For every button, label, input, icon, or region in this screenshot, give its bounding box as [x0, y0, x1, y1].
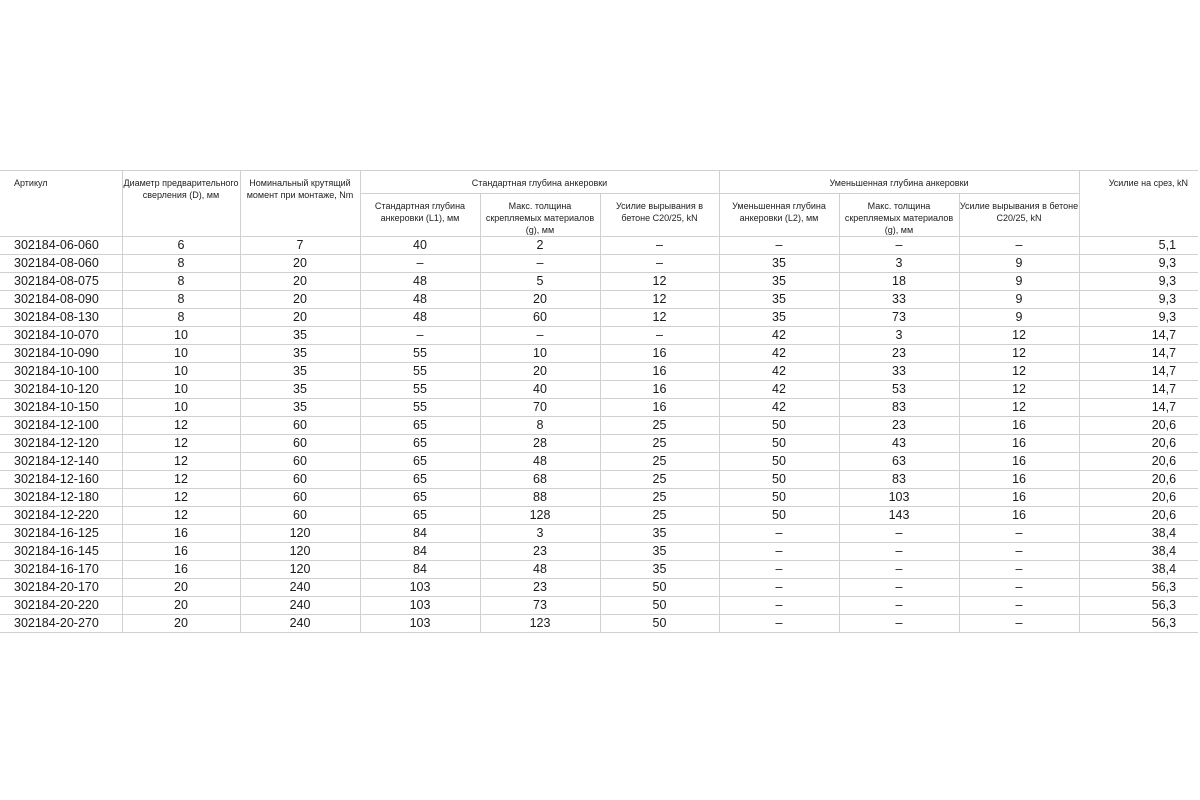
table-row: [0, 435, 1200, 453]
cell-reduced-depth: –: [719, 237, 839, 255]
cell-standard-thickness: 23: [480, 579, 600, 597]
cell-reduced-pullout: 9: [959, 255, 1079, 273]
cell-standard-pullout: 25: [600, 507, 719, 525]
cell-standard-depth: 65: [360, 417, 480, 435]
cell-reduced-pullout: –: [959, 615, 1079, 633]
cell-standard-pullout: –: [600, 327, 719, 345]
cell-standard-depth: 103: [360, 579, 480, 597]
table-row: [0, 525, 1200, 543]
cell-drill-diameter: 10: [122, 399, 240, 417]
cell-standard-pullout: 25: [600, 435, 719, 453]
table-row: [0, 579, 1200, 597]
cell-reduced-pullout: –: [959, 237, 1079, 255]
cell-drill-diameter: 12: [122, 435, 240, 453]
header-shear: Усилие на срез, kN: [1079, 171, 1198, 237]
cell-torque: 20: [240, 273, 360, 291]
cell-reduced-thickness: 63: [839, 453, 959, 471]
cell-article: 302184-10-070: [0, 327, 122, 345]
cell-standard-depth: 84: [360, 543, 480, 561]
cell-shear: 14,7: [1079, 327, 1198, 345]
cell-torque: 20: [240, 309, 360, 327]
cell-torque: 120: [240, 561, 360, 579]
table-row: [0, 273, 1200, 291]
cell-reduced-depth: 50: [719, 435, 839, 453]
cell-standard-pullout: 12: [600, 309, 719, 327]
cell-standard-pullout: 35: [600, 525, 719, 543]
cell-shear: 56,3: [1079, 597, 1198, 615]
cell-standard-depth: 55: [360, 345, 480, 363]
cell-reduced-depth: 50: [719, 417, 839, 435]
cell-reduced-thickness: 103: [839, 489, 959, 507]
cell-article: 302184-08-060: [0, 255, 122, 273]
cell-reduced-pullout: –: [959, 561, 1079, 579]
cell-reduced-thickness: 23: [839, 417, 959, 435]
cell-reduced-depth: –: [719, 579, 839, 597]
cell-torque: 240: [240, 597, 360, 615]
table-row: [0, 597, 1200, 615]
table-row: [0, 489, 1200, 507]
cell-drill-diameter: 10: [122, 345, 240, 363]
cell-reduced-depth: –: [719, 615, 839, 633]
cell-standard-depth: 65: [360, 489, 480, 507]
cell-standard-thickness: 2: [480, 237, 600, 255]
cell-shear: 38,4: [1079, 561, 1198, 579]
cell-shear: 9,3: [1079, 291, 1198, 309]
cell-standard-pullout: 12: [600, 273, 719, 291]
cell-standard-depth: 48: [360, 309, 480, 327]
cell-shear: 20,6: [1079, 471, 1198, 489]
cell-reduced-thickness: 73: [839, 309, 959, 327]
cell-article: 302184-08-075: [0, 273, 122, 291]
cell-standard-pullout: 25: [600, 471, 719, 489]
cell-torque: 60: [240, 507, 360, 525]
cell-article: 302184-10-100: [0, 363, 122, 381]
cell-shear: 56,3: [1079, 615, 1198, 633]
cell-standard-thickness: 73: [480, 597, 600, 615]
cell-standard-depth: 103: [360, 597, 480, 615]
cell-torque: 20: [240, 291, 360, 309]
cell-standard-depth: 84: [360, 561, 480, 579]
table-row: [0, 561, 1200, 579]
cell-shear: 14,7: [1079, 381, 1198, 399]
cell-shear: 38,4: [1079, 543, 1198, 561]
cell-shear: 56,3: [1079, 579, 1198, 597]
table-row: [0, 399, 1200, 417]
cell-reduced-pullout: –: [959, 579, 1079, 597]
cell-drill-diameter: 12: [122, 507, 240, 525]
cell-standard-pullout: –: [600, 237, 719, 255]
cell-reduced-depth: 35: [719, 273, 839, 291]
cell-standard-depth: 84: [360, 525, 480, 543]
cell-reduced-depth: –: [719, 597, 839, 615]
cell-drill-diameter: 12: [122, 417, 240, 435]
table-row: [0, 507, 1200, 525]
cell-reduced-pullout: 9: [959, 273, 1079, 291]
cell-drill-diameter: 10: [122, 327, 240, 345]
cell-torque: 35: [240, 345, 360, 363]
cell-shear: 14,7: [1079, 399, 1198, 417]
cell-torque: 60: [240, 489, 360, 507]
cell-torque: 120: [240, 525, 360, 543]
cell-standard-thickness: 20: [480, 363, 600, 381]
table-row: [0, 291, 1200, 309]
table-row: [0, 327, 1200, 345]
cell-article: 302184-10-150: [0, 399, 122, 417]
cell-reduced-pullout: 12: [959, 381, 1079, 399]
header-standard-pullout: Усилие вырывания в бетоне C20/25, kN: [600, 194, 719, 237]
cell-standard-thickness: –: [480, 255, 600, 273]
cell-reduced-depth: –: [719, 525, 839, 543]
cell-article: 302184-10-120: [0, 381, 122, 399]
cell-shear: 9,3: [1079, 255, 1198, 273]
cell-torque: 120: [240, 543, 360, 561]
cell-reduced-thickness: –: [839, 237, 959, 255]
cell-standard-thickness: 123: [480, 615, 600, 633]
cell-article: 302184-16-125: [0, 525, 122, 543]
cell-shear: 9,3: [1079, 309, 1198, 327]
cell-standard-depth: 65: [360, 435, 480, 453]
cell-standard-thickness: 48: [480, 453, 600, 471]
cell-drill-diameter: 10: [122, 363, 240, 381]
cell-standard-thickness: 70: [480, 399, 600, 417]
cell-reduced-thickness: –: [839, 543, 959, 561]
cell-reduced-pullout: 16: [959, 471, 1079, 489]
cell-reduced-thickness: 83: [839, 399, 959, 417]
anchor-spec-table: [0, 170, 1200, 633]
cell-torque: 60: [240, 417, 360, 435]
cell-reduced-pullout: 9: [959, 309, 1079, 327]
cell-drill-diameter: 12: [122, 471, 240, 489]
cell-standard-pullout: 16: [600, 363, 719, 381]
cell-drill-diameter: 20: [122, 597, 240, 615]
cell-reduced-thickness: –: [839, 615, 959, 633]
cell-torque: 60: [240, 435, 360, 453]
header-reduced-group: Уменьшенная глубина анкеровки: [719, 171, 1079, 194]
cell-torque: 60: [240, 453, 360, 471]
cell-shear: 14,7: [1079, 363, 1198, 381]
cell-standard-depth: 48: [360, 273, 480, 291]
cell-standard-depth: 55: [360, 399, 480, 417]
cell-reduced-thickness: –: [839, 579, 959, 597]
cell-standard-pullout: 25: [600, 453, 719, 471]
table-row: [0, 417, 1200, 435]
cell-standard-pullout: 16: [600, 345, 719, 363]
cell-standard-thickness: 28: [480, 435, 600, 453]
cell-standard-thickness: 68: [480, 471, 600, 489]
cell-standard-pullout: –: [600, 255, 719, 273]
cell-reduced-pullout: –: [959, 597, 1079, 615]
cell-reduced-thickness: 33: [839, 363, 959, 381]
cell-standard-thickness: 40: [480, 381, 600, 399]
cell-standard-depth: 65: [360, 471, 480, 489]
cell-reduced-depth: 42: [719, 381, 839, 399]
cell-standard-thickness: 20: [480, 291, 600, 309]
header-article: Артикул: [0, 171, 122, 237]
cell-reduced-depth: –: [719, 561, 839, 579]
cell-shear: 38,4: [1079, 525, 1198, 543]
cell-reduced-thickness: 18: [839, 273, 959, 291]
cell-reduced-depth: 50: [719, 489, 839, 507]
cell-article: 302184-12-160: [0, 471, 122, 489]
cell-torque: 240: [240, 579, 360, 597]
cell-standard-pullout: 25: [600, 417, 719, 435]
cell-drill-diameter: 8: [122, 273, 240, 291]
table-row: [0, 309, 1200, 327]
cell-standard-pullout: 16: [600, 381, 719, 399]
cell-reduced-pullout: 16: [959, 489, 1079, 507]
cell-reduced-thickness: 33: [839, 291, 959, 309]
cell-reduced-pullout: 16: [959, 507, 1079, 525]
cell-reduced-pullout: 12: [959, 327, 1079, 345]
cell-reduced-pullout: 12: [959, 363, 1079, 381]
cell-article: 302184-12-100: [0, 417, 122, 435]
cell-reduced-thickness: 3: [839, 255, 959, 273]
cell-standard-depth: –: [360, 327, 480, 345]
cell-article: 302184-20-170: [0, 579, 122, 597]
cell-standard-pullout: 25: [600, 489, 719, 507]
cell-standard-thickness: –: [480, 327, 600, 345]
cell-drill-diameter: 8: [122, 291, 240, 309]
cell-drill-diameter: 16: [122, 543, 240, 561]
cell-shear: 20,6: [1079, 507, 1198, 525]
cell-shear: 9,3: [1079, 273, 1198, 291]
cell-standard-thickness: 3: [480, 525, 600, 543]
table-row: [0, 381, 1200, 399]
table-header: [0, 171, 1200, 237]
cell-drill-diameter: 6: [122, 237, 240, 255]
cell-drill-diameter: 8: [122, 255, 240, 273]
cell-torque: 35: [240, 363, 360, 381]
cell-torque: 35: [240, 327, 360, 345]
cell-reduced-thickness: 43: [839, 435, 959, 453]
cell-reduced-pullout: 12: [959, 345, 1079, 363]
cell-drill-diameter: 12: [122, 489, 240, 507]
cell-article: 302184-12-120: [0, 435, 122, 453]
header-reduced-pullout: Усилие вырывания в бетоне C20/25, kN: [959, 194, 1079, 237]
cell-shear: 20,6: [1079, 435, 1198, 453]
table-row: [0, 543, 1200, 561]
cell-standard-thickness: 60: [480, 309, 600, 327]
cell-torque: 35: [240, 399, 360, 417]
cell-standard-thickness: 5: [480, 273, 600, 291]
cell-article: 302184-06-060: [0, 237, 122, 255]
cell-article: 302184-12-180: [0, 489, 122, 507]
cell-standard-depth: 55: [360, 363, 480, 381]
cell-article: 302184-08-130: [0, 309, 122, 327]
cell-reduced-depth: 35: [719, 291, 839, 309]
header-torque: Номинальный крутящий момент при монтаже, Nm: [240, 171, 360, 237]
cell-standard-thickness: 128: [480, 507, 600, 525]
cell-reduced-depth: 50: [719, 507, 839, 525]
cell-reduced-pullout: 16: [959, 435, 1079, 453]
cell-standard-depth: 65: [360, 453, 480, 471]
cell-standard-thickness: 8: [480, 417, 600, 435]
header-standard-depth: Стандартная глубина анкеровки (L1), мм: [360, 194, 480, 237]
cell-reduced-thickness: 143: [839, 507, 959, 525]
cell-article: 302184-10-090: [0, 345, 122, 363]
cell-reduced-thickness: 53: [839, 381, 959, 399]
cell-standard-thickness: 10: [480, 345, 600, 363]
cell-torque: 7: [240, 237, 360, 255]
cell-standard-pullout: 35: [600, 543, 719, 561]
cell-reduced-depth: –: [719, 543, 839, 561]
cell-reduced-thickness: 3: [839, 327, 959, 345]
cell-standard-depth: 103: [360, 615, 480, 633]
cell-reduced-thickness: –: [839, 525, 959, 543]
cell-article: 302184-12-220: [0, 507, 122, 525]
cell-drill-diameter: 12: [122, 453, 240, 471]
cell-reduced-thickness: 83: [839, 471, 959, 489]
cell-standard-depth: –: [360, 255, 480, 273]
table-row: [0, 615, 1200, 633]
cell-reduced-depth: 35: [719, 309, 839, 327]
header-reduced-thickness: Макс. толщина скрепляемых материалов (g), мм: [839, 194, 959, 237]
cell-standard-depth: 65: [360, 507, 480, 525]
table-row: [0, 345, 1200, 363]
cell-article: 302184-16-170: [0, 561, 122, 579]
table-row: [0, 471, 1200, 489]
cell-drill-diameter: 10: [122, 381, 240, 399]
cell-reduced-pullout: 16: [959, 417, 1079, 435]
cell-reduced-pullout: 12: [959, 399, 1079, 417]
table-row: [0, 363, 1200, 381]
header-standard-group: Стандартная глубина анкеровки: [360, 171, 719, 194]
cell-standard-pullout: 35: [600, 561, 719, 579]
cell-shear: 14,7: [1079, 345, 1198, 363]
cell-reduced-thickness: 23: [839, 345, 959, 363]
cell-drill-diameter: 20: [122, 615, 240, 633]
header-reduced-depth: Уменьшенная глубина анкеровки (L2), мм: [719, 194, 839, 237]
cell-article: 302184-20-220: [0, 597, 122, 615]
cell-article: 302184-12-140: [0, 453, 122, 471]
cell-reduced-depth: 42: [719, 399, 839, 417]
cell-article: 302184-16-145: [0, 543, 122, 561]
cell-reduced-depth: 35: [719, 255, 839, 273]
cell-reduced-pullout: 16: [959, 453, 1079, 471]
cell-reduced-pullout: 9: [959, 291, 1079, 309]
cell-standard-pullout: 16: [600, 399, 719, 417]
cell-reduced-pullout: –: [959, 525, 1079, 543]
cell-reduced-depth: 42: [719, 363, 839, 381]
cell-standard-thickness: 48: [480, 561, 600, 579]
table-row: [0, 237, 1200, 255]
cell-drill-diameter: 8: [122, 309, 240, 327]
cell-article: 302184-08-090: [0, 291, 122, 309]
header-drill-diameter: Диаметр предварительного сверления (D), мм: [122, 171, 240, 237]
cell-reduced-depth: 50: [719, 453, 839, 471]
cell-shear: 20,6: [1079, 453, 1198, 471]
cell-standard-pullout: 12: [600, 291, 719, 309]
cell-reduced-depth: 50: [719, 471, 839, 489]
cell-standard-thickness: 88: [480, 489, 600, 507]
cell-shear: 20,6: [1079, 417, 1198, 435]
cell-reduced-thickness: –: [839, 597, 959, 615]
cell-standard-depth: 55: [360, 381, 480, 399]
cell-shear: 20,6: [1079, 489, 1198, 507]
cell-standard-pullout: 50: [600, 597, 719, 615]
table-row: [0, 255, 1200, 273]
cell-standard-depth: 40: [360, 237, 480, 255]
cell-drill-diameter: 20: [122, 579, 240, 597]
cell-standard-pullout: 50: [600, 579, 719, 597]
cell-drill-diameter: 16: [122, 525, 240, 543]
cell-torque: 240: [240, 615, 360, 633]
cell-reduced-depth: 42: [719, 345, 839, 363]
cell-torque: 20: [240, 255, 360, 273]
cell-reduced-pullout: –: [959, 543, 1079, 561]
cell-torque: 35: [240, 381, 360, 399]
cell-standard-thickness: 23: [480, 543, 600, 561]
cell-reduced-thickness: –: [839, 561, 959, 579]
cell-shear: 5,1: [1079, 237, 1198, 255]
cell-standard-depth: 48: [360, 291, 480, 309]
cell-drill-diameter: 16: [122, 561, 240, 579]
cell-reduced-depth: 42: [719, 327, 839, 345]
header-standard-thickness: Макс. толщина скрепляемых материалов (g), мм: [480, 194, 600, 237]
table-body: [0, 237, 1200, 633]
table-row: [0, 453, 1200, 471]
cell-standard-pullout: 50: [600, 615, 719, 633]
cell-torque: 60: [240, 471, 360, 489]
cell-article: 302184-20-270: [0, 615, 122, 633]
